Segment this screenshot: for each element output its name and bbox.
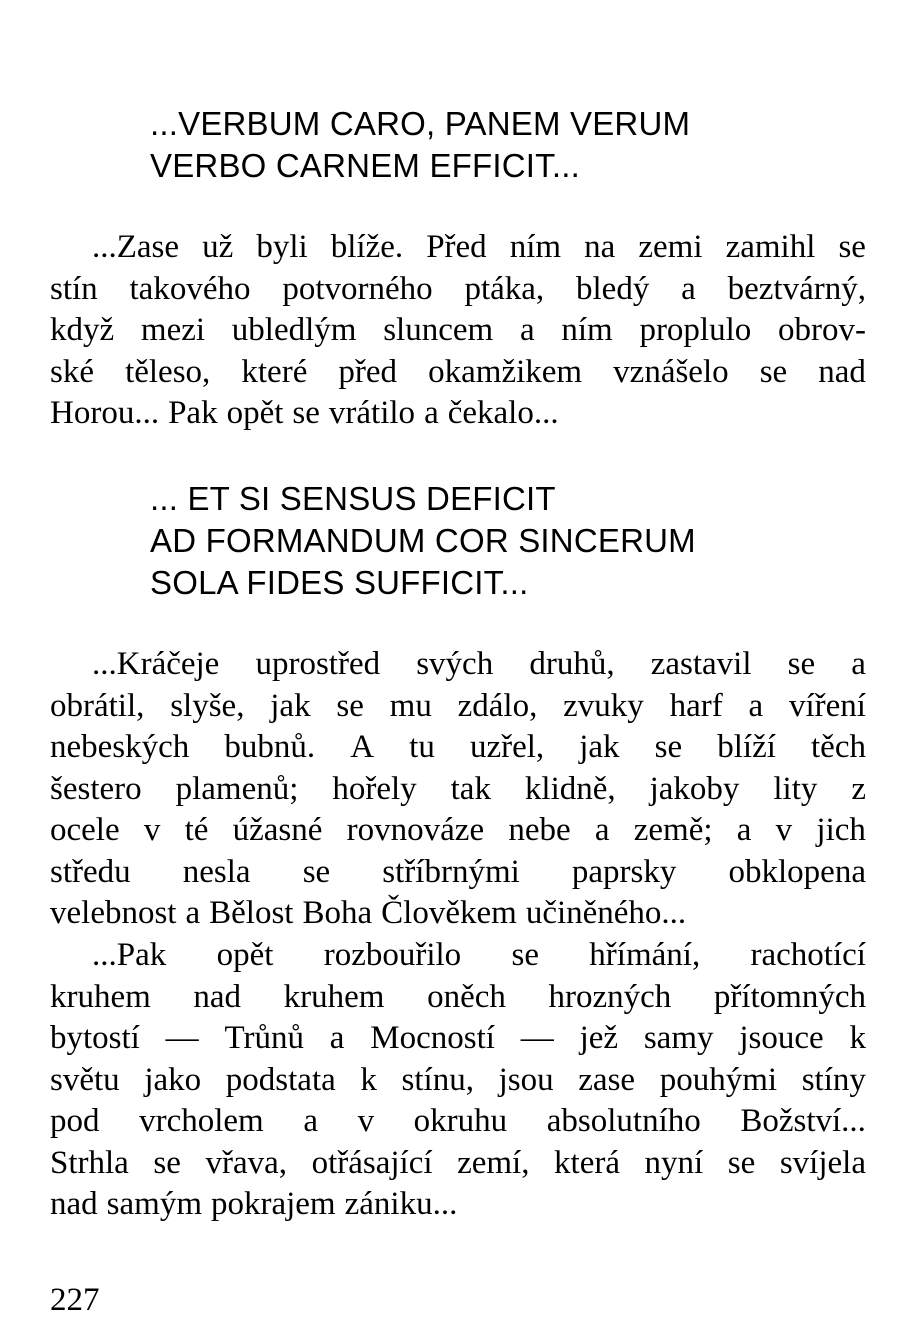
word: když [50,312,115,348]
word: Člověkem [381,895,517,931]
word: k [360,1061,377,1098]
word: oněch [427,978,506,1015]
word: tu [409,729,435,765]
word: Pak [168,395,218,431]
word: svíjela [779,1144,866,1181]
word: harf [669,687,723,724]
word: uprostřed [255,646,381,682]
verse-line: SOLA FIDES SUFFICIT... [150,564,529,601]
word: pouhými [659,1061,778,1098]
paragraph-line [50,977,866,1019]
word: stíny [801,1061,866,1098]
word: nyní [644,1144,704,1181]
paragraph-line [50,810,866,852]
word: a [424,395,439,431]
paragraph-line [50,227,866,269]
word: jako [144,1061,202,1098]
word: zastavil [650,646,752,682]
word: ubledlým [231,312,357,348]
word: tak [450,770,491,807]
word: a [519,312,535,348]
word: nad [50,1186,98,1222]
word: obrátil, [50,687,145,724]
word: se [302,853,331,890]
word: čekalo... [447,395,559,431]
word: jak [270,687,311,724]
paragraph-line [50,310,866,352]
word: Boha [302,895,373,931]
word: ...Kráčeje [92,646,220,682]
word: ...Zase [92,229,180,265]
word: jakoby [649,770,740,807]
word: se [759,353,788,390]
page-number: 227 [50,1282,100,1318]
latin-verse-1 [150,103,850,187]
word: ské [50,353,94,390]
word: zase [578,1061,636,1098]
word: hřímání, [589,937,701,973]
word: se [838,229,866,265]
word: obklopena [728,853,866,890]
word: a [594,812,610,848]
word: jsouce [739,1020,824,1056]
paragraph-line [50,852,866,894]
word: okruhu [413,1103,508,1139]
word: jsou [498,1061,554,1098]
verse-line: VERBO CARNEM EFFICIT... [150,147,580,184]
paragraph-line [50,269,866,311]
word: pokrajem [210,1186,336,1222]
word: a [851,646,866,682]
word: zániku... [344,1186,458,1222]
paragraph-line [50,893,866,935]
latin-verse-2 [150,478,850,604]
word: Božství... [740,1103,866,1139]
paragraph-line [50,352,866,394]
word: blíží [717,729,776,765]
word: země; [633,812,713,848]
word: úžasné [232,812,323,848]
word: klidně, [524,770,616,807]
word: kruhem [283,978,385,1015]
word: vrátilo [328,395,416,431]
word: absolutního [546,1103,701,1139]
word: nebeských [50,729,190,765]
word: samým [106,1186,202,1222]
paragraph-line [50,1184,866,1226]
word: v [143,812,161,848]
word: potvorného [282,270,433,307]
word: jak [579,729,620,765]
paragraph-line [50,1018,866,1060]
word: ptáka, [464,270,545,307]
word: Mocností [370,1020,495,1056]
word: nad [818,353,866,390]
word: otřásající [311,1144,433,1181]
word: jež [579,1020,619,1056]
word: slyše, [170,687,245,724]
word: velebnost [50,895,177,931]
word: A [350,729,375,765]
word: opět [226,395,284,431]
word: vřava, [205,1144,287,1181]
word: už [202,229,234,265]
word: k [849,1020,866,1056]
word: Bělost [209,895,294,931]
paragraph-3 [50,935,866,1226]
word: opět [216,937,274,973]
word: ...Pak [92,937,167,973]
word: bubnů. [224,729,316,765]
word: a [185,895,201,931]
paragraph-line [50,393,866,435]
word: se [153,1144,181,1181]
verse-line: ... ET SI SENSUS DEFICIT [150,480,556,517]
paragraph-2 [50,644,866,935]
word: paprsky [571,853,677,890]
word: samy [643,1020,714,1056]
word: víření [789,687,866,724]
word: se [727,1144,756,1181]
word: nad [193,978,242,1015]
word: rachotící [750,937,866,973]
word: bledý [576,270,650,307]
paragraph-line [50,727,866,769]
word: v [775,812,793,848]
word: zamihl [725,229,816,265]
word: rovnováze [346,812,485,848]
word: a [748,687,764,724]
word: z [851,770,866,807]
word: Horou... [50,395,160,431]
word: učiněného... [525,895,687,931]
word: ním [561,312,613,348]
word: vrcholem [139,1103,264,1139]
paragraph-line [50,1060,866,1102]
word: lity [773,770,818,807]
word: která [554,1144,620,1181]
word: hrozných [548,978,672,1015]
paragraph-line [50,644,866,686]
word: ním [509,229,562,265]
word: na [584,229,616,265]
word: mezi [140,312,206,348]
word: zdálo, [457,687,538,724]
word: bytostí [50,1020,140,1056]
word: blíže. [330,229,404,265]
word: které [241,353,308,390]
verse-line: ...VERBUM CARO, PANEM VERUM [150,105,691,142]
word: beztvárný, [727,270,866,307]
word: těleso, [125,353,211,390]
word: takového [129,270,251,307]
word: zemí, [457,1144,530,1181]
word: před [338,353,398,390]
word: přítomných [713,978,866,1015]
paragraph-line [50,1143,866,1185]
word: — [165,1020,199,1056]
word: stínu, [401,1061,474,1098]
word: zvuky [563,687,644,724]
verse-line: AD FORMANDUM COR SINCERUM [150,522,696,559]
word: středu [50,853,131,890]
word: zemi [638,229,703,265]
word: té [184,812,209,848]
paragraph-line [50,935,866,977]
word: mu [389,687,432,724]
paragraph-1 [50,227,866,435]
word: se [336,687,364,724]
paragraph-line [50,686,866,728]
word: byli [256,229,308,265]
word: Strhla [50,1144,129,1181]
word: — [520,1020,554,1056]
word: ocele [50,812,120,848]
word: okamžikem [428,353,583,390]
word: uzřel, [469,729,545,765]
word: Před [426,229,487,265]
word: obrov- [778,312,866,348]
word: pod [50,1103,100,1139]
word: v [357,1103,375,1139]
paragraph-line [50,769,866,811]
word: se [787,646,816,682]
word: se [654,729,683,765]
paragraph-line [50,1101,866,1143]
word: a [736,812,752,848]
word: nebe [508,812,571,848]
word: světu [50,1061,120,1098]
word: hořely [332,770,417,807]
word: stříbrnými [382,853,520,890]
word: a [681,270,696,307]
word: nesla [182,853,251,890]
word: proplulo [639,312,752,348]
word: šestero [50,770,142,807]
word: těch [811,729,866,765]
word: svých [416,646,494,682]
word: kruhem [50,978,151,1015]
word: a [303,1103,318,1139]
word: druhů, [529,646,615,682]
word: podstata [225,1061,336,1098]
word: a [329,1020,345,1056]
word: Trůnů [224,1020,304,1056]
word: rozbouřilo [323,937,462,973]
word: se [511,937,539,973]
word: jich [816,812,866,848]
word: stín [50,270,98,307]
word: vznášelo [613,353,729,390]
word: sluncem [383,312,494,348]
word: se [292,395,320,431]
word: plamenů; [175,770,299,807]
